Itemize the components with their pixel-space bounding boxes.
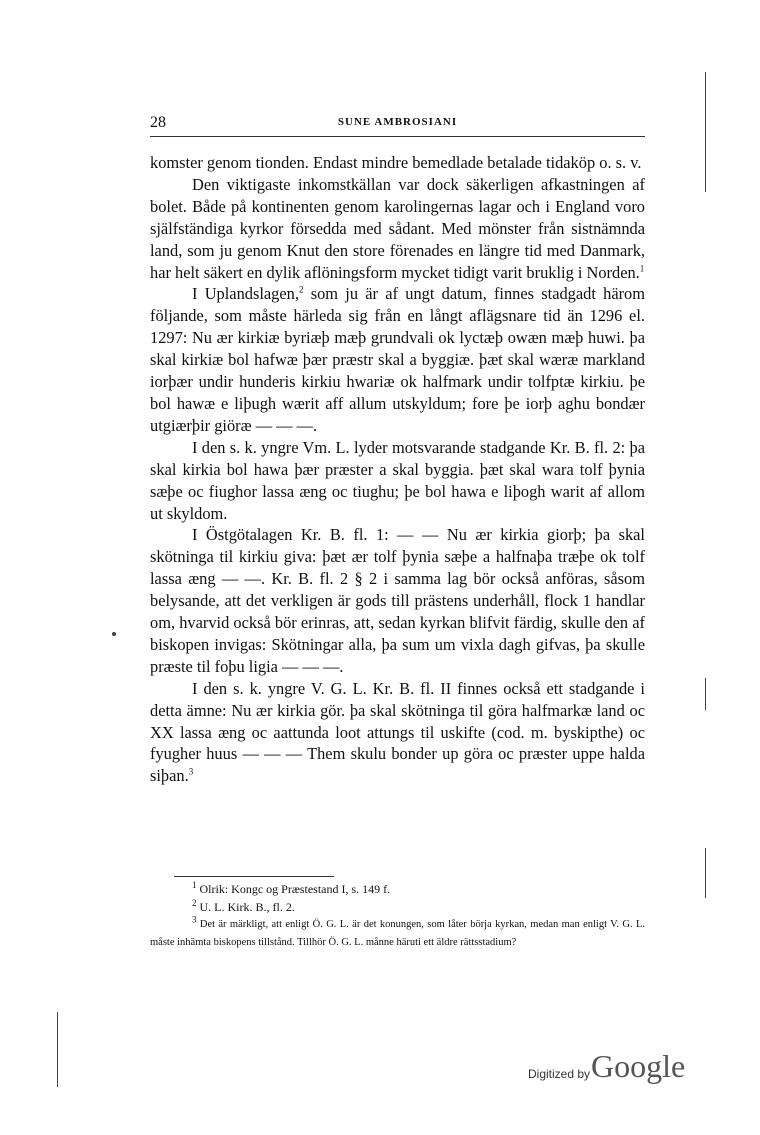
main-text (150, 152, 645, 787)
page-header (150, 114, 645, 134)
scan-mark (112, 632, 116, 636)
footnote: $^2$ U. L. Kirk. B., fl. 2. (192, 898, 295, 914)
scan-mark (705, 72, 706, 192)
paragraph: Den viktigaste inkomstkällan var dock säkerligen afkastningen af bolet. Både på kontinenten genom karolingernas lagar och i England voro själfständiga kyrkor försedda med sådant. Med mönster från sistnämnda land, som ju genom Knut den store förenades en längre tid med Danmark, har helt säkert en dylik aflöningsform mycket tidigt varit bruklig i Norden.$^1$ (150, 174, 645, 282)
scan-mark (705, 848, 706, 898)
scan-mark (57, 1012, 58, 1087)
paragraph: I den s. k. yngre Vm. L. lyder motsvarande stadgande Kr. B. fl. 2: þa skal kirkia bol hawa þær præster a skal byggia. þæt skal wara tolf þynia sæþe oc fiughor lassa æng oc tiughu; þe bol hawa e liþogh warit af allom ut skyldom. (150, 437, 645, 523)
page-number: 28 (150, 114, 166, 131)
scan-mark (705, 678, 706, 710)
paragraph: I Östgötalagen Kr. B. fl. 1: — — Nu ær kirkia giorþ; þa skal skötninga til kirkiu giva: þæt ær tolf þynia sæþe a halfnaþa træþe ok tolf lassa æng — —. Kr. B. fl. 2 § 2 i samma lag bör också anföras, såsom belysande, att det verkligen är gods till prästens underhåll, flock 1 handlar om, hvarvid också bör erinras, att, sedan kyrkan blifvit färdig, skulle den af biskopen invigas: Skötningar alla, þa sum um vixla dagh gifvas, þa skulle præste til foþu ligia — — —. (150, 525, 645, 676)
footnotes (150, 880, 645, 952)
note-ref: 3 (188, 766, 194, 777)
footnote: $^3$ Det är märkligt, att enligt Ö. G. L. är det konungen, som låter börja kyrkan, medan man enligt V. G. L. måste inhämta biskopens tillstånd. Tillhör Ö. G. L. månne häruti ett äldre rättsstadium? (150, 914, 645, 948)
paragraph: I den s. k. yngre V. G. L. Kr. B. fl. II finnes också ett stadgande i detta ämne: Nu ær kirkia gör. þa skal skötninga til göra halfmarkæ land oc XX lassa æng oc aattunda loot attungs til uskifte (cod. m. byskipthe) oc fyugher huus — — — Them skulu bonder up göra oc præster uppe halda siþan.$^3$ (150, 678, 645, 786)
digitized-by-label: Digitized by (528, 1067, 591, 1081)
footnote: $^1$ Olrik: Kongc og Præstestand I, s. 149 f. (192, 880, 391, 896)
paragraph: komster genom tionden. Endast mindre bemedlade betalade tidaköp o. s. v. (150, 153, 642, 172)
header-rule (150, 136, 645, 137)
footnote-rule (174, 876, 334, 877)
running-title: SUNE AMBROSIANI (337, 116, 458, 128)
paragraph: I Uplandslagen,$^2$ som ju är af ungt datum, finnes stadgadt härom följande, som måste härleda sig från en långt aflägsnare tid än 1296 el. 1297: Nu ær kirkiæ byriæþ mæþ grundvali ok lyctæþ owæn mæþ huwi. þa skal kirkiæ bol hafwæ þær præstr skal a byggiæ. þæt skal wæræ markland iorþær undir hunderis kirkiu hwariæ ok halfmark undir tolfptæ kirkiu. þe bol hawæ e liþugh wærit aff allum utskyldum; fore þe iorþ aghu bondær utgiærþir giöræ — — —. (150, 284, 646, 435)
note-ref: 1 (639, 263, 645, 274)
note-ref: 2 (298, 284, 304, 295)
google-logo: Google (591, 1048, 686, 1084)
google-watermark (528, 1048, 688, 1092)
